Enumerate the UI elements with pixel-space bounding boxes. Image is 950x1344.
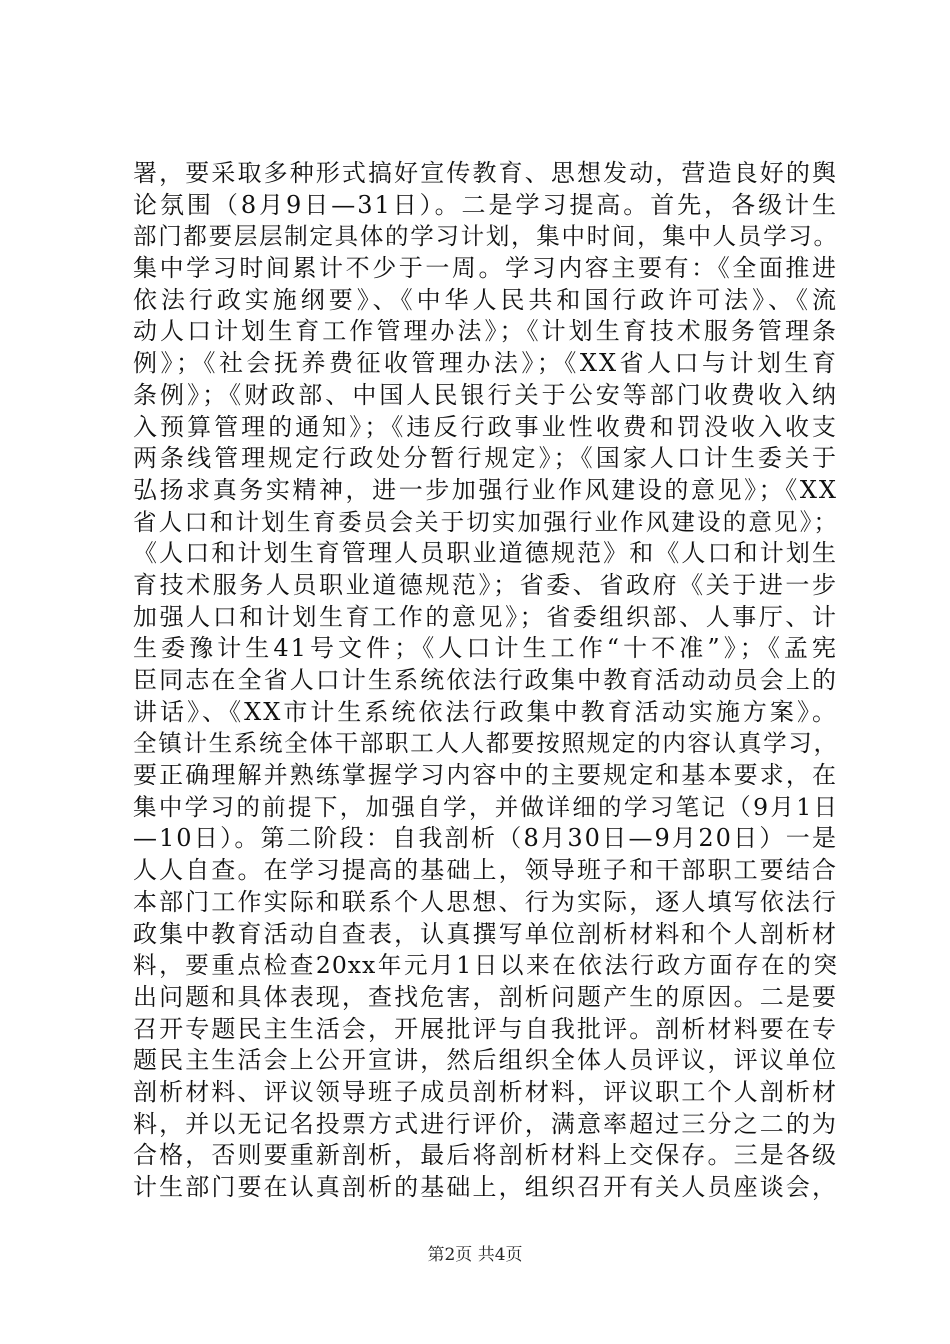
text-line: 本部门工作实际和联系个人思想、行为实际，逐人填写依法行 xyxy=(133,887,838,916)
text-line: 讲话》、《XX市计生系统依法行政集中教育活动实施方案》。 xyxy=(133,697,838,726)
text-line: 署，要采取多种形式搞好宣传教育、思想发动，营造良好的舆 xyxy=(133,159,838,187)
text-line: 入预算管理的通知》；《违反行政事业性收费和罚没收入收支 xyxy=(133,412,838,441)
text-line: 例》；《社会抚养费征收管理办法》；《XX省人口与计划生育 xyxy=(133,349,838,378)
text-line: 《人口和计划生育管理人员职业道德规范》和《人口和计划生 xyxy=(133,539,838,568)
text-line: 料，要重点检查20xx年元月1日以来在依法行政方面存在的突 xyxy=(133,951,838,980)
text-line: 集中学习时间累计不少于一周。学习内容主要有：《全面推进 xyxy=(133,254,838,283)
text-line: 召开专题民主生活会，开展批评与自我批评。剖析材料要在专 xyxy=(133,1014,838,1043)
body-text xyxy=(133,158,838,1204)
text-line: 人人自查。在学习提高的基础上，领导班子和干部职工要结合 xyxy=(133,856,838,885)
text-line: 依法行政实施纲要》、《中华人民共和国行政许可法》、《流 xyxy=(133,285,838,314)
text-line: 计生部门要在认真剖析的基础上，组织召开有关人员座谈会， xyxy=(133,1173,838,1201)
text-line: 合格，否则要重新剖析，最后将剖析材料上交保存。三是各级 xyxy=(133,1141,838,1170)
text-line: 臣同志在全省人口计生系统依法行政集中教育活动动员会上的 xyxy=(133,666,838,694)
text-line: 育技术服务人员职业道德规范》；省委、省政府《关于进一步 xyxy=(133,570,838,599)
page-footer: 第2页 共4页 xyxy=(427,1245,523,1265)
text-line: 全镇计生系统全体干部职工人人都要按照规定的内容认真学习， xyxy=(133,729,838,758)
text-line: 两条线管理规定行政处分暂行规定》；《国家人口计生委关于 xyxy=(133,444,838,473)
text-line: 论氛围（8月9日—31日）。二是学习提高。首先，各级计生 xyxy=(133,190,838,219)
text-line: 部门都要层层制定具体的学习计划，集中时间，集中人员学习。 xyxy=(133,222,838,251)
text-line: 剖析材料、评议领导班子成员剖析材料，评议职工个人剖析材 xyxy=(133,1077,838,1106)
text-line: 集中学习的前提下，加强自学，并做详细的学习笔记（9月1日 xyxy=(133,792,838,821)
text-line: 料，并以无记名投票方式进行评价，满意率超过三分之二的为 xyxy=(133,1109,838,1138)
text-line: 要正确理解并熟练掌握学习内容中的主要规定和基本要求，在 xyxy=(133,761,838,790)
text-line: 省人口和计划生育委员会关于切实加强行业作风建设的意见》； xyxy=(133,507,838,536)
text-line: 加强人口和计划生育工作的意见》；省委组织部、人事厅、计 xyxy=(133,602,838,631)
text-line: —10日）。第二阶段：自我剖析（8月30日—9月20日）一是 xyxy=(133,824,838,853)
text-line: 政集中教育活动自查表，认真撰写单位剖析材料和个人剖析材 xyxy=(133,919,838,948)
text-line: 生委豫计生41号文件；《人口计生工作“十不准”》；《孟宪 xyxy=(133,634,838,663)
text-line: 动人口计划生育工作管理办法》；《计划生育技术服务管理条 xyxy=(133,317,838,346)
text-line: 出问题和具体表现，查找危害，剖析问题产生的原因。二是要 xyxy=(133,982,838,1011)
text-line: 弘扬求真务实精神，进一步加强行业作风建设的意见》；《XX xyxy=(133,475,838,504)
text-line: 条例》；《财政部、中国人民银行关于公安等部门收费收入纳 xyxy=(133,380,838,409)
text-line: 题民主生活会上公开宣讲，然后组织全体人员评议，评议单位 xyxy=(133,1046,838,1075)
